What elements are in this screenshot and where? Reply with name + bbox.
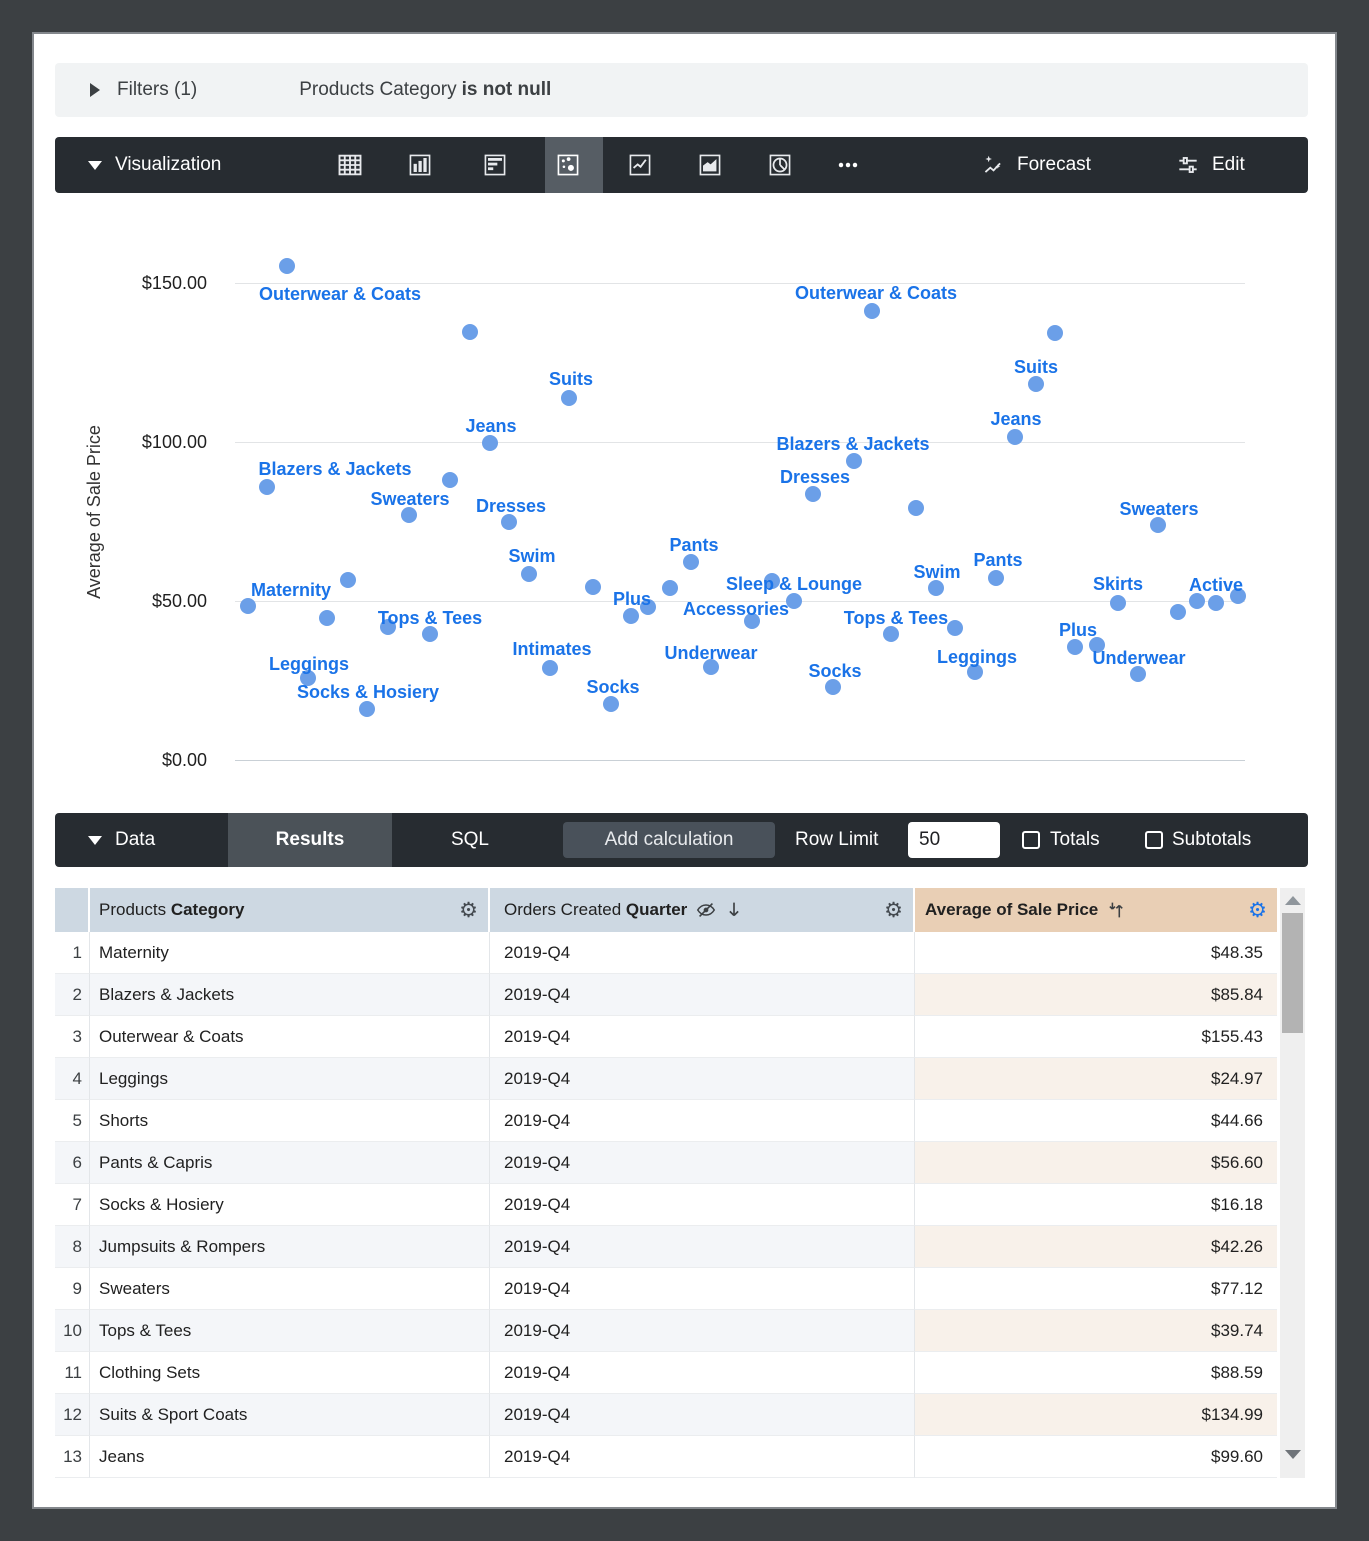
cell-price[interactable]: $42.26 bbox=[915, 1226, 1277, 1268]
filter-field: Products Category bbox=[299, 79, 457, 100]
data-point[interactable] bbox=[908, 500, 924, 516]
line-chart-type-button[interactable] bbox=[624, 149, 656, 181]
cell-qtr[interactable]: 2019-Q4 bbox=[490, 1268, 915, 1310]
cell-cat[interactable]: Blazers & Jackets bbox=[90, 974, 490, 1016]
data-point[interactable] bbox=[521, 566, 537, 582]
subtotals-label: Subtotals bbox=[1172, 829, 1252, 850]
cell-num[interactable]: 4 bbox=[55, 1058, 90, 1100]
more-chart-types-button[interactable] bbox=[832, 149, 864, 181]
point-label: Sleep & Lounge bbox=[726, 574, 863, 595]
data-point[interactable] bbox=[603, 696, 619, 712]
data-point[interactable] bbox=[585, 579, 601, 595]
scatter-chart-type-button[interactable] bbox=[552, 149, 584, 181]
cell-cat[interactable]: Jumpsuits & Rompers bbox=[90, 1226, 490, 1268]
point-label: Plus bbox=[613, 589, 652, 610]
point-label: Dresses bbox=[475, 496, 547, 517]
cell-qtr[interactable]: 2019-Q4 bbox=[490, 974, 915, 1016]
table-row bbox=[55, 1142, 1277, 1184]
point-label: Underwear bbox=[1092, 648, 1186, 669]
filter-operator: is not null bbox=[461, 79, 552, 100]
cell-qtr[interactable]: 2019-Q4 bbox=[490, 1226, 915, 1268]
gear-icon[interactable]: ⚙ bbox=[884, 898, 903, 922]
table-header-row bbox=[55, 888, 1277, 932]
cell-num[interactable]: 5 bbox=[55, 1100, 90, 1142]
point-label: Sweaters bbox=[1119, 498, 1199, 519]
collapse-data-icon[interactable] bbox=[88, 836, 102, 845]
data-point[interactable] bbox=[864, 303, 880, 319]
data-point[interactable] bbox=[482, 435, 498, 451]
cell-num[interactable]: 1 bbox=[55, 932, 90, 974]
filters-bar bbox=[55, 63, 1308, 117]
y-axis-tick-label: $50.00 bbox=[151, 591, 207, 611]
point-label: Tops & Tees bbox=[377, 607, 483, 628]
cell-num[interactable]: 8 bbox=[55, 1226, 90, 1268]
cell-qtr[interactable]: 2019-Q4 bbox=[490, 1184, 915, 1226]
gridline bbox=[235, 760, 1245, 761]
edit-sliders-icon bbox=[1175, 152, 1201, 178]
pie-chart-type-button[interactable] bbox=[764, 149, 796, 181]
forecast-sparkle-icon bbox=[980, 152, 1006, 178]
point-label: Swim bbox=[913, 562, 961, 583]
data-title[interactable]: Data bbox=[115, 829, 156, 850]
tab-results[interactable]: Results bbox=[228, 813, 392, 867]
data-toolbar bbox=[55, 813, 1308, 867]
cell-qtr[interactable]: 2019-Q4 bbox=[490, 1436, 915, 1478]
cell-price[interactable]: $155.43 bbox=[915, 1016, 1277, 1058]
cell-cat[interactable]: Socks & Hosiery bbox=[90, 1184, 490, 1226]
point-label: Blazers & Jackets bbox=[258, 459, 412, 480]
cell-num[interactable]: 11 bbox=[55, 1352, 90, 1394]
point-label: Tops & Tees bbox=[843, 608, 949, 629]
bar-chart-icon bbox=[481, 151, 509, 179]
cell-cat[interactable]: Tops & Tees bbox=[90, 1310, 490, 1352]
data-point[interactable] bbox=[683, 554, 699, 570]
table-scrollbar[interactable] bbox=[1280, 888, 1305, 1478]
area-chart-icon bbox=[696, 151, 724, 179]
point-label: Sweaters bbox=[370, 488, 450, 509]
forecast-button[interactable] bbox=[980, 137, 1091, 193]
cell-num[interactable]: 9 bbox=[55, 1268, 90, 1310]
data-point[interactable] bbox=[442, 472, 458, 488]
filter-expression[interactable] bbox=[299, 79, 551, 101]
sort-arrows-icon bbox=[1106, 899, 1128, 921]
point-label: Intimates bbox=[512, 639, 592, 660]
table-row bbox=[55, 1016, 1277, 1058]
filters-toggle[interactable]: Filters (1) bbox=[117, 79, 198, 100]
cell-qtr[interactable]: 2019-Q4 bbox=[490, 932, 915, 974]
pie-chart-icon bbox=[766, 151, 794, 179]
cell-cat[interactable]: Maternity bbox=[90, 932, 490, 974]
point-label: Blazers & Jackets bbox=[776, 433, 930, 454]
cell-price[interactable]: $134.99 bbox=[915, 1394, 1277, 1436]
cell-qtr[interactable]: 2019-Q4 bbox=[490, 1394, 915, 1436]
point-label: Active bbox=[1188, 575, 1244, 596]
eye-slash-icon bbox=[695, 899, 717, 921]
explore-window bbox=[32, 32, 1337, 1509]
point-label: Maternity bbox=[251, 580, 332, 601]
point-label: Accessories bbox=[682, 599, 790, 620]
table-row bbox=[55, 1268, 1277, 1310]
data-point[interactable] bbox=[1208, 595, 1224, 611]
totals-label: Totals bbox=[1050, 829, 1100, 850]
cell-num[interactable]: 12 bbox=[55, 1394, 90, 1436]
cell-cat[interactable]: Sweaters bbox=[90, 1268, 490, 1310]
data-point[interactable] bbox=[542, 660, 558, 676]
data-point[interactable] bbox=[805, 486, 821, 502]
cell-price[interactable]: $48.35 bbox=[915, 932, 1277, 974]
subtotals-checkbox[interactable] bbox=[1145, 831, 1163, 849]
cell-num[interactable]: 7 bbox=[55, 1184, 90, 1226]
data-point[interactable] bbox=[259, 479, 275, 495]
table-body bbox=[55, 932, 1277, 1478]
point-label: Jeans bbox=[990, 408, 1042, 429]
data-point[interactable] bbox=[623, 608, 639, 624]
point-label: Dresses bbox=[779, 466, 851, 487]
data-point[interactable] bbox=[340, 572, 356, 588]
point-label: Outerwear & Coats bbox=[794, 282, 958, 303]
cell-cat[interactable]: Pants & Capris bbox=[90, 1142, 490, 1184]
visualization-toolbar bbox=[55, 137, 1308, 193]
cell-num[interactable]: 2 bbox=[55, 974, 90, 1016]
table-row bbox=[55, 1310, 1277, 1352]
forecast-label: Forecast bbox=[1017, 154, 1091, 175]
point-label: Pants bbox=[669, 534, 719, 555]
row-limit-label: Row Limit bbox=[795, 829, 879, 850]
data-point[interactable] bbox=[561, 390, 577, 406]
point-label: Leggings bbox=[269, 654, 350, 675]
point-label: Leggings bbox=[937, 647, 1018, 668]
cell-qtr[interactable]: 2019-Q4 bbox=[490, 1310, 915, 1352]
y-axis-tick-label: $150.00 bbox=[141, 273, 207, 293]
expand-filters-icon[interactable] bbox=[90, 83, 100, 97]
data-point[interactable] bbox=[319, 610, 335, 626]
data-point[interactable] bbox=[947, 620, 963, 636]
row-limit-input[interactable] bbox=[908, 822, 1000, 858]
scatter-chart-icon bbox=[554, 151, 582, 179]
data-point[interactable] bbox=[662, 580, 678, 596]
bar-chart-type-button[interactable] bbox=[479, 149, 511, 181]
tab-sql[interactable]: SQL bbox=[450, 829, 490, 850]
y-axis-tick-label: $0.00 bbox=[161, 750, 207, 770]
data-point[interactable] bbox=[1028, 376, 1044, 392]
point-label: Underwear bbox=[664, 643, 758, 664]
point-label: Suits bbox=[1014, 356, 1059, 377]
table-row bbox=[55, 1226, 1277, 1268]
data-point[interactable] bbox=[1110, 595, 1126, 611]
data-point[interactable] bbox=[1067, 639, 1083, 655]
scrollbar-thumb[interactable] bbox=[1282, 913, 1303, 1033]
cell-price[interactable]: $24.97 bbox=[915, 1058, 1277, 1100]
data-point[interactable] bbox=[359, 701, 375, 717]
cell-price[interactable]: $85.84 bbox=[915, 974, 1277, 1016]
table-row bbox=[55, 974, 1277, 1016]
table-row bbox=[55, 1394, 1277, 1436]
table-row bbox=[55, 1100, 1277, 1142]
cell-price[interactable]: $88.59 bbox=[915, 1352, 1277, 1394]
ellipsis-icon bbox=[834, 151, 862, 179]
cell-cat[interactable]: Clothing Sets bbox=[90, 1352, 490, 1394]
cell-qtr[interactable]: 2019-Q4 bbox=[490, 1100, 915, 1142]
table-row bbox=[55, 1352, 1277, 1394]
cell-qtr[interactable]: 2019-Q4 bbox=[490, 1352, 915, 1394]
cell-price[interactable]: $44.66 bbox=[915, 1100, 1277, 1142]
table-icon bbox=[336, 151, 364, 179]
point-label: Swim bbox=[508, 546, 556, 567]
point-label: Jeans bbox=[465, 416, 517, 437]
cell-price[interactable]: $16.18 bbox=[915, 1184, 1277, 1226]
line-chart-icon bbox=[626, 151, 654, 179]
data-point[interactable] bbox=[1007, 429, 1023, 445]
data-point[interactable] bbox=[462, 324, 478, 340]
y-axis-title: Average of Sale Price bbox=[84, 425, 104, 599]
cell-qtr[interactable]: 2019-Q4 bbox=[490, 1058, 915, 1100]
cell-price[interactable]: $39.74 bbox=[915, 1310, 1277, 1352]
column-header-average-of-sale-price[interactable]: Average of Sale Price ⚙ bbox=[915, 888, 1277, 932]
gridline bbox=[235, 442, 1245, 443]
y-axis-tick-label: $100.00 bbox=[141, 432, 207, 452]
cell-qtr[interactable]: 2019-Q4 bbox=[490, 1016, 915, 1058]
visualization-title[interactable]: Visualization bbox=[115, 154, 222, 175]
scatter-chart bbox=[55, 210, 1308, 805]
edit-label: Edit bbox=[1212, 154, 1245, 175]
point-label: Socks & Hosiery bbox=[296, 681, 440, 702]
data-point[interactable] bbox=[988, 570, 1004, 586]
table-row bbox=[55, 1436, 1277, 1478]
point-label: Socks bbox=[808, 661, 862, 682]
cell-num[interactable]: 13 bbox=[55, 1436, 90, 1478]
point-label: Skirts bbox=[1093, 574, 1144, 595]
point-label: Suits bbox=[548, 368, 594, 389]
point-label: Socks bbox=[586, 677, 640, 698]
data-point[interactable] bbox=[1047, 325, 1063, 341]
cell-price[interactable]: $77.12 bbox=[915, 1268, 1277, 1310]
results-table bbox=[55, 888, 1305, 1478]
cell-cat[interactable]: Shorts bbox=[90, 1100, 490, 1142]
cell-cat[interactable]: Outerwear & Coats bbox=[90, 1016, 490, 1058]
data-point[interactable] bbox=[279, 258, 295, 274]
scroll-up-icon[interactable] bbox=[1285, 896, 1301, 905]
cell-num[interactable]: 10 bbox=[55, 1310, 90, 1352]
point-label: Plus bbox=[1059, 620, 1098, 641]
table-row bbox=[55, 1058, 1277, 1100]
area-chart-type-button[interactable] bbox=[694, 149, 726, 181]
gear-icon[interactable]: ⚙ bbox=[1248, 898, 1267, 922]
cell-price[interactable]: $99.60 bbox=[915, 1436, 1277, 1478]
row-number-header bbox=[55, 888, 90, 932]
collapse-visualization-icon[interactable] bbox=[88, 161, 102, 170]
cell-qtr[interactable]: 2019-Q4 bbox=[490, 1142, 915, 1184]
sort-descending-icon bbox=[724, 899, 744, 921]
column-chart-type-button[interactable] bbox=[404, 149, 436, 181]
column-chart-icon bbox=[406, 151, 434, 179]
column-header-orders-created-quarter[interactable]: Orders Created Quarter ⚙ bbox=[490, 888, 915, 932]
edit-button[interactable] bbox=[1175, 137, 1245, 193]
point-label: Pants bbox=[973, 550, 1023, 571]
table-row bbox=[55, 932, 1277, 974]
cell-cat[interactable]: Jeans bbox=[90, 1436, 490, 1478]
table-row bbox=[55, 1184, 1277, 1226]
totals-checkbox[interactable] bbox=[1022, 831, 1040, 849]
cell-cat[interactable]: Suits & Sport Coats bbox=[90, 1394, 490, 1436]
cell-price[interactable]: $56.60 bbox=[915, 1142, 1277, 1184]
cell-num[interactable]: 3 bbox=[55, 1016, 90, 1058]
cell-num[interactable]: 6 bbox=[55, 1142, 90, 1184]
point-label: Outerwear & Coats bbox=[258, 283, 422, 304]
column-header-products-category[interactable]: Products Category ⚙ bbox=[90, 888, 490, 932]
scroll-down-icon[interactable] bbox=[1285, 1450, 1301, 1459]
data-point[interactable] bbox=[1170, 604, 1186, 620]
table-chart-type-button[interactable] bbox=[334, 149, 366, 181]
gear-icon[interactable]: ⚙ bbox=[459, 898, 478, 922]
cell-cat[interactable]: Leggings bbox=[90, 1058, 490, 1100]
add-calculation-button[interactable]: Add calculation bbox=[563, 822, 775, 858]
